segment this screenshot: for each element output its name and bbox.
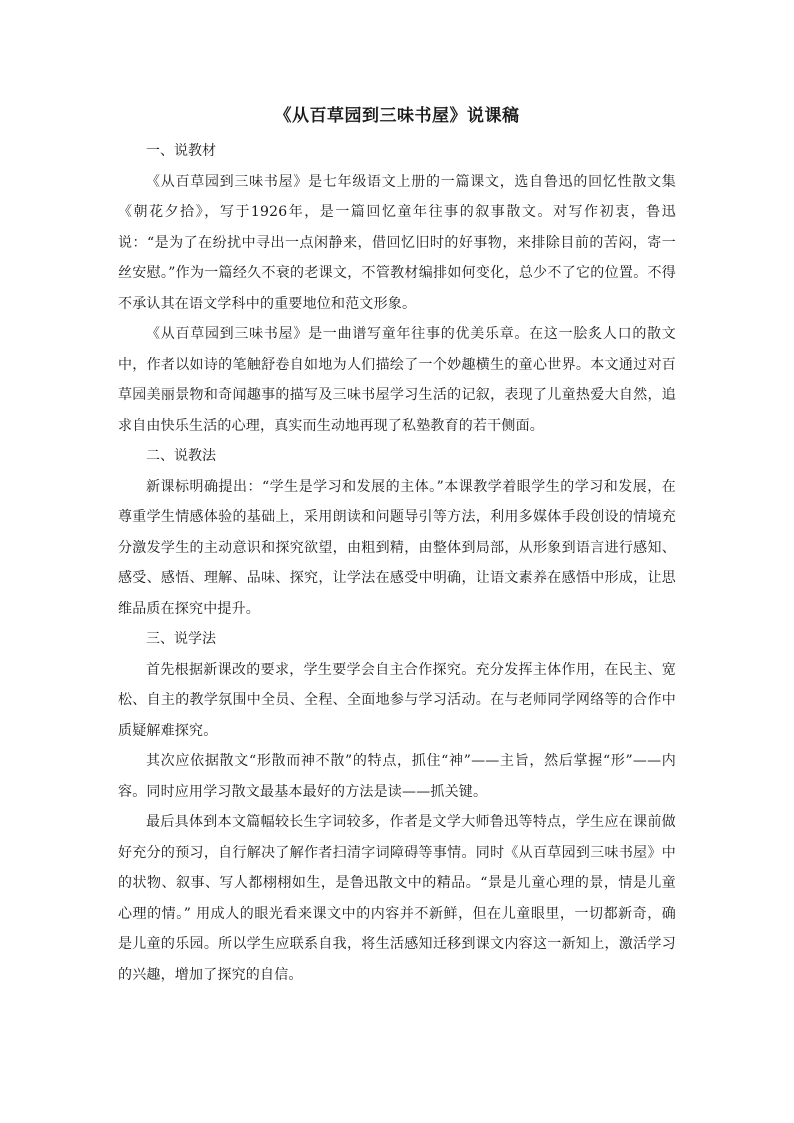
paragraph: 其次应依据散文“形散而神不散”的特点，抓住“神”——主旨，然后掌握“形”——内容。同时应用学习散文最基本最好的方法是读——抓关键。 [118, 753, 676, 800]
section-heading: 一、说教材 [146, 143, 216, 159]
paragraph: 首先根据新课改的要求，学生要学会自主合作探究。充分发挥主体作用，在民主、宽松、自主的教学氛围中全员、全程、全面地参与学习活动。在与老师同学网络等的合作中质疑解难探究。 [118, 661, 676, 739]
section-teaching-method [118, 441, 676, 624]
document-title: 《从百草园到三味书屋》说课稿 [274, 106, 520, 126]
document-page [118, 100, 676, 990]
section-heading: 二、说教法 [146, 448, 216, 464]
section-textbook [118, 136, 676, 441]
paragraph: 新课标明确提出：“学生是学习和发展的主体。”本课教学着眼学生的学习和发展，在尊重学生情感体验的基础上，采用朗读和问题导引等方法，利用多媒体手段创设的情境充分激发学生的主动意识和探究欲望，由粗到精，由整体到局部，从形象到语言进行感知、感受、感悟、理解、品味、探究，让学法在感受中明确，让语文素养在感悟中形成，让思维品质在探究中提升。 [118, 478, 676, 617]
section-learning-method [118, 624, 676, 990]
paragraph: 《从百草园到三味书屋》是一曲谱写童年往事的优美乐章。在这一脍炙人口的散文中，作者以如诗的笔触舒卷自如地为人们描绘了一个妙趣横生的童心世界。本文通过对百草园美丽景物和奇闻趣事的描写及三味书屋学习生活的记叙，表现了儿童热爱大自然，追求自由快乐生活的心理，真实而生动地再现了私塾教育的若干侧面。 [118, 326, 676, 434]
section-heading: 三、说学法 [146, 631, 216, 647]
paragraph: 最后具体到本文篇幅较长生字词较多，作者是文学大师鲁迅等特点，学生应在课前做好充分的预习，自行解决了解作者扫清字词障碍等事情。同时《从百草园到三味书屋》中的状物、叙事、写人都栩栩如生，是鲁迅散文中的精品。“景是儿童心理的景，情是儿童心理的情。” 用成人的眼光看来课文中的内容并不新鲜，但在儿童眼里，一切都新奇，确是儿童的乐园。所以学生应联系自我，将生活感知迁移到课文内容这一新知上，激活学习的兴趣，增加了探究的自信。 [118, 814, 676, 983]
paragraph: 《从百草园到三味书屋》是七年级语文上册的一篇课文，选自鲁迅的回忆性散文集《朝花夕拾》，写于1926年，是一篇回忆童年往事的叙事散文。对写作初衷，鲁迅说：“是为了在纷扰中寻出一点闲静来，借回忆旧时的好事物，来排除目前的苦闷，寄一丝安慰。”作为一篇经久不衰的老课文，不管教材编排如何变化，总少不了它的位置。不得不承认其在语文学科中的重要地位和范文形象。 [118, 173, 676, 312]
